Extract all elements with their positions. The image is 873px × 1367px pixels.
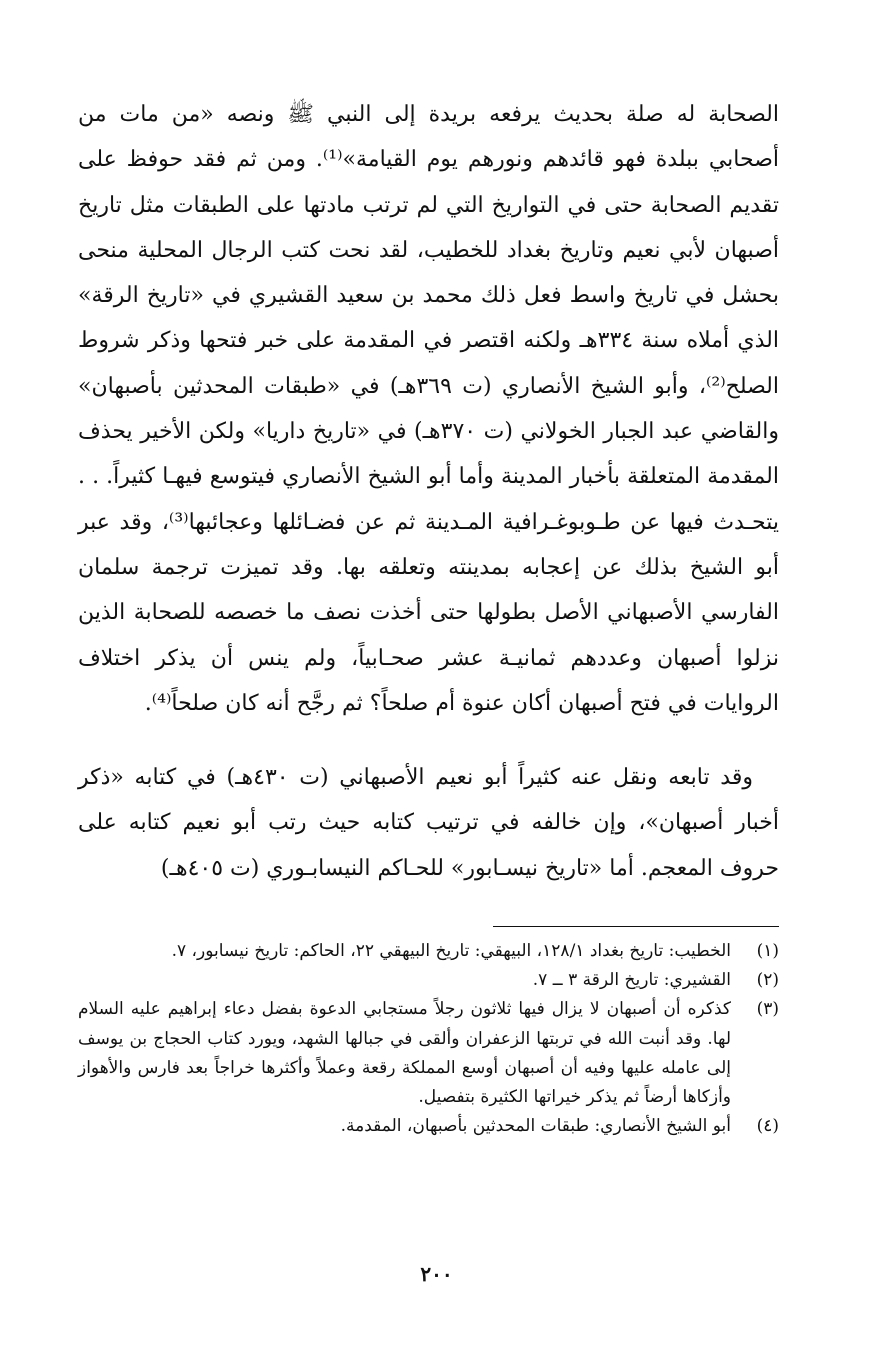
footnotes (78, 937, 779, 1141)
footnote-1 (78, 937, 779, 966)
footnote-number: (٢) (756, 970, 779, 991)
footnote-2 (78, 966, 779, 995)
footnote-number: (١) (756, 941, 779, 961)
paragraph-2: وقد تابعه ونقل عنه كثيراً أبو نعيم الأصبهاني (ت ٤٣٠هـ) في كتابه «ذكر أخبار أصبهان»، وإن خالفه في ترتيب كتابه حيث رتب أبو نعيم كتابه على حروف المعجم. أما «تاريخ نيسـابور» للحـاكم النيسابـوري (ت ٤٠٥هـ) (78, 765, 779, 881)
footnote-separator (493, 926, 779, 927)
main-text (78, 92, 779, 891)
footnote-3 (78, 995, 779, 1112)
footnote-text: الخطيب: تاريخ بغداد ١٢٨/١، البيهقي: تاريخ البيهقي ٢٢، الحاكم: تاريخ نيسابور، ٧. (171, 941, 731, 961)
footnote-text: القشيري: تاريخ الرقة ٣ ــ ٧. (532, 970, 731, 991)
page-number: ٢٠٠ (420, 1262, 453, 1286)
footnote-number: (٤) (756, 1116, 779, 1137)
paragraph-1: الصحابة له صلة بحديث يرفعه بريدة إلى النبي ﷺ ونصه «من مات من أصحابي ببلدة فهو قائدهم ونورهم يوم القيامة»⁽¹⁾. ومن ثم فقد حوفظ على تقديم الصحابة حتى في التواريخ التي لم ترتب مادتها على الطبقات مثل تاريخ أصبهان لأبي نعيم وتاريخ بغداد للخطيب، لقد نحت كتب الرجال المحلية منحى بحشل في تاريخ واسط فعل ذلك محمد بن سعيد القشيري في «تاريخ الرقة» الذي أملاه سنة ٣٣٤هـ ولكنه اقتصر في المقدمة على خبر فتحها وذكر شروط الصلح⁽²⁾، وأبو الشيخ الأنصاري (ت ٣٦٩هـ) في «طبقات المحدثين بأصبهان» والقاضي عبد الجبار الخولاني (ت ٣٧٠هـ) في «تاريخ داريا» ولكن الأخير يحذف المقدمة المتعلقة بأخبار المدينة وأما أبو الشيخ الأنصاري فيتوسع فيهـا كثيراً. . . يتحـدث فيها عن طـوبوغـرافية المـدينة ثم عن فضـائلها وعجائبها⁽³⁾، وقد عبر أبو الشيخ بذلك عن إعجابه بمدينته وتعلقه بها. وقد تميزت ترجمة سلمان الفارسي الأصبهاني الأصل بطولها حتى أخذت نصف ما خصصه للصحابة الذين نزلوا أصبهان وعددهم ثمانيـة عشر صحـابياً، ولم ينس أن يذكر اختلاف الروايات في فتح أصبهان أكان عنوة أم صلحاً؟ ثم رجَّح أنه كان صلحاً⁽⁴⁾. (78, 102, 779, 716)
footnote-text: أبو الشيخ الأنصاري: طبقات المحدثين بأصبهان، المقدمة. (340, 1116, 731, 1137)
footnote-number: (٣) (756, 999, 779, 1020)
footnote-4 (78, 1112, 779, 1141)
footnote-text: كذكره أن أصبهان لا يزال فيها ثلاثون رجلاً مستجابي الدعوة بفضل دعاء إبراهيم عليه السلام لها. وقد أنبت الله في تربتها الزعفران وألقى في جبالها الشهد، ويورد كتاب الحجاج بن يوسف إلى عامله عليها وفيه أن أصبهان أوسع المملكة رقعة وعملاً وأكثرها خراجاً بعد فارس والأهواز وأزكاها أرضاً ثم يذكر خيراتها الكثيرة بتفصيل. (78, 999, 731, 1108)
